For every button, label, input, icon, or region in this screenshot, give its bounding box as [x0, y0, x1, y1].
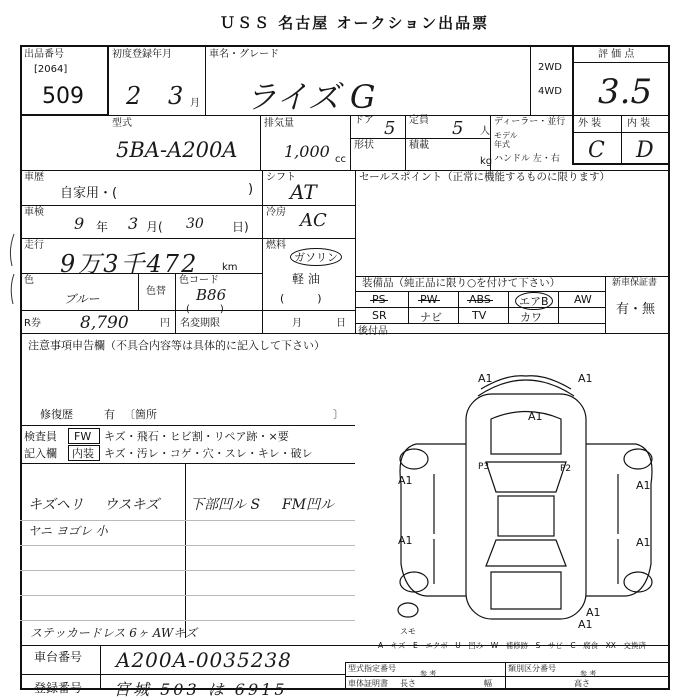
- note-3: 下部凹ル S: [190, 497, 261, 513]
- fuel-gasoline: ガソリン: [290, 248, 342, 266]
- color-code-value: B86: [196, 286, 227, 304]
- first-reg-month-unit: 月: [190, 98, 200, 109]
- margin-marks: [0, 230, 20, 310]
- shift-value: AT: [290, 180, 317, 204]
- score-label: 評 価 点: [598, 49, 635, 60]
- bottom-l6: 長さ: [400, 679, 416, 688]
- lot-label: 出品番号: [24, 49, 64, 60]
- usage-close: ): [248, 182, 254, 197]
- inspector-row1-items: キズ・飛石・ヒビ割・リペア跡・×要: [104, 430, 289, 443]
- chassis-label: 車台番号: [34, 650, 83, 664]
- aircon-value: AC: [300, 210, 327, 231]
- damage-legend: A－キズ E－エクボ U－凹み W－補修跡 S－サビ C－腐食 XX－交換済: [378, 641, 646, 650]
- color-change-label: 色替: [146, 286, 166, 297]
- dealer-line2: モデル: [494, 131, 518, 140]
- header-title: ＵＳＳ 名古屋 オークション出品票: [220, 14, 490, 32]
- color-code-label: 色コード: [179, 275, 219, 286]
- score-int-label: 内 装: [627, 118, 651, 129]
- damage-mark-front-right: A1: [578, 372, 593, 385]
- note-5: ヤニ ヨゴレ 小: [28, 524, 108, 538]
- name-change-label: 名変期限: [180, 318, 220, 329]
- color-label: 色: [24, 275, 34, 286]
- bottom-l1: 型式指定番号: [348, 664, 396, 673]
- dealer-handle: ハンドル 左・右: [494, 154, 560, 164]
- recycle-fee-label: R券: [24, 318, 41, 329]
- capacity-value: 5: [452, 118, 464, 139]
- inspection-year-unit: 年: [96, 220, 109, 234]
- retrofit-label: 後付品: [358, 326, 388, 337]
- repair-value: 有: [104, 408, 115, 421]
- equip-sr: SR: [372, 309, 387, 322]
- note-2: ウスキズ: [104, 497, 160, 513]
- name-change-day: 日: [336, 318, 346, 329]
- load-label: 積載: [409, 140, 429, 151]
- fuel-label: 燃料: [266, 240, 286, 251]
- shift-label: シフト: [266, 172, 296, 183]
- recycle-fee-value: 8,790: [80, 313, 129, 333]
- displacement-label: 排気量: [264, 118, 294, 129]
- capacity-unit: 人: [480, 126, 490, 137]
- drive-2wd: 2WD: [538, 62, 562, 73]
- fuel-paren: ( ): [280, 292, 322, 305]
- kg-unit: kg: [480, 156, 493, 167]
- recycle-fee-unit: 円: [160, 318, 170, 329]
- panel-tag-1: P3: [478, 462, 490, 472]
- registration-label: 登録番号: [34, 681, 83, 695]
- note-4: FM凹ル: [282, 497, 335, 513]
- color-code-paren: ( ): [186, 304, 224, 315]
- drive-4wd: 4WD: [538, 86, 562, 97]
- panel-tag-2: P2: [560, 464, 572, 474]
- score-ext-label: 外 装: [578, 118, 602, 129]
- equip-abs: ABS: [469, 293, 491, 306]
- score-int-value: D: [636, 138, 654, 163]
- name-change-month: 月: [292, 318, 302, 329]
- bottom-tag: スモ: [400, 627, 416, 634]
- damage-mark-left-rear: A1: [398, 534, 413, 547]
- score-ext-value: C: [588, 138, 605, 163]
- capacity-label: 定員: [409, 115, 429, 126]
- shape-label: 形状: [354, 140, 374, 151]
- equip-navi: ナビ: [420, 311, 442, 324]
- damage-mark-front-left: A1: [478, 372, 493, 385]
- registration-value: 宮城 503 は 6915: [114, 680, 288, 699]
- inspector-row2-items: キズ・汚レ・コゲ・穴・スレ・キレ・破レ: [104, 447, 313, 460]
- bottom-l5: 車体証明書: [348, 679, 388, 688]
- displacement-value: 1,000: [284, 142, 330, 161]
- doors-value: 5: [384, 118, 396, 139]
- model-label: 型式: [112, 118, 132, 129]
- car-name-value: ライズ G: [245, 78, 376, 116]
- first-reg-month: 3: [168, 82, 184, 110]
- bottom-l2: 参 考: [420, 670, 437, 678]
- first-reg-year: 2: [126, 82, 142, 110]
- equip-tv: TV: [472, 309, 487, 322]
- equipment-label: 装備品（純正品に限り○を付けて下さい）: [362, 277, 561, 289]
- warranty-label: 新車保証書: [612, 278, 658, 288]
- mileage-value: 9万3千472: [60, 250, 199, 278]
- repair-bracket-close: 〕: [333, 408, 344, 421]
- dealer-line1: ディーラー・並行: [494, 117, 566, 127]
- lot-sub: [2064]: [34, 64, 68, 75]
- equip-pw: PW: [420, 293, 438, 306]
- inspector-label-1: 検査員: [24, 430, 57, 443]
- first-reg-label: 初度登録年月: [112, 49, 172, 60]
- doors-label: ドア: [354, 115, 374, 126]
- damage-mark-hood: A1: [528, 410, 543, 423]
- inspection-day: 30: [186, 216, 204, 232]
- inspection-day-unit: 日): [232, 220, 249, 234]
- note-6: ステッカードレス 6ヶ AWキズ: [30, 626, 197, 640]
- bottom-l4: 参 考: [580, 670, 597, 678]
- usage-label: 車歴: [24, 172, 44, 183]
- damage-mark-rear: A1: [578, 618, 593, 631]
- mileage-unit: km: [222, 262, 238, 273]
- damage-diagram: [356, 334, 670, 634]
- usage-value: 自家用・(: [60, 186, 118, 201]
- notes-label: 注意事項申告欄（不具合内容等は具体的に記入して下さい）: [28, 339, 325, 352]
- displacement-unit: cc: [335, 154, 346, 165]
- bottom-l8: 高さ: [574, 679, 590, 688]
- dealer-line3: 年式: [494, 140, 510, 149]
- repair-label: 修復歴: [40, 408, 73, 421]
- inspector-code-int-text: 内装: [72, 447, 94, 460]
- lot-number: 509: [42, 84, 84, 109]
- damage-mark-right-front: A1: [636, 479, 651, 492]
- inspector-label-2: 記入欄: [24, 447, 57, 460]
- mileage-label: 走行: [24, 240, 44, 251]
- equip-leather: カワ: [520, 311, 542, 324]
- chassis-value: A200A-0035238: [116, 648, 292, 672]
- bottom-l3: 類別区分番号: [508, 664, 556, 673]
- inspection-label: 車検: [24, 207, 44, 218]
- equip-aw: AW: [574, 293, 592, 306]
- note-1: キズヘリ: [28, 497, 84, 513]
- aircon-label: 冷房: [266, 207, 286, 218]
- damage-mark-rear-2: A1: [586, 606, 601, 619]
- inspector-code-fw-text: FW: [74, 430, 92, 443]
- bottom-l7: 幅: [484, 679, 492, 688]
- car-name-label: 車名・グレード: [209, 49, 279, 60]
- damage-mark-left-front: A1: [398, 474, 413, 487]
- inspection-month-unit: 月(: [146, 220, 163, 234]
- model-value: 5BA-A200A: [116, 138, 238, 162]
- equip-airbag: エアB: [515, 292, 553, 310]
- color-value: ブルー: [64, 292, 100, 306]
- score-value: 3.5: [598, 72, 653, 112]
- damage-mark-right-rear: A1: [636, 536, 651, 549]
- inspection-month: 3: [128, 214, 139, 233]
- equip-ps: PS: [372, 293, 386, 306]
- fuel-diesel: 軽 油: [292, 272, 320, 286]
- repair-bracket-open: 〔箇所: [124, 408, 157, 421]
- inspection-year: 9: [74, 214, 85, 233]
- sales-point-label: セールスポイント（正常に機能するものに限ります）: [359, 171, 611, 183]
- warranty-value: 有・無: [616, 302, 656, 317]
